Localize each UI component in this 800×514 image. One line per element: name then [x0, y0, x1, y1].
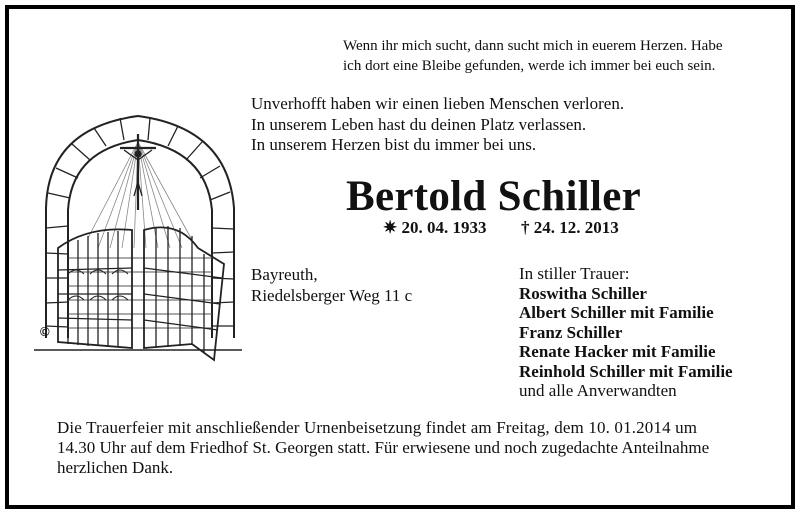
poem: [251, 94, 624, 156]
notice-line: 14.30 Uhr auf dem Friedhof St. Georgen statt. Für erwiesene und noch zugedachte Anteilnahme: [57, 438, 710, 457]
poem-line: Unverhofft haben wir einen lieben Menschen verloren.: [251, 94, 625, 113]
poem-line: In unserem Leben hast du deinen Platz verlassen.: [251, 114, 587, 134]
mourner-name: Roswitha Schiller: [519, 283, 647, 303]
mourner-name: Reinhold Schiller mit Familie: [519, 361, 733, 381]
funeral-notice: [57, 418, 757, 478]
mourner-name: Renate Hacker mit Familie: [519, 342, 716, 361]
birth-star-icon: ✷: [383, 218, 398, 237]
copyright-symbol: ©: [40, 324, 50, 339]
cemetery-gate-icon: [28, 98, 248, 366]
notice-line: Die Trauerfeier mit anschließender Urnenbeisetzung findet am Freitag, dem 10. 01.2014 um: [57, 418, 698, 437]
motto-line: Wenn ihr mich sucht, dann sucht mich in euerem Herzen. Habe: [343, 38, 723, 54]
address: [251, 264, 412, 306]
mourners-closing: und alle Anverwandten: [519, 381, 677, 400]
motto-line: ich dort eine Bleibe gefunden, werde ich immer bei euch sein.: [343, 58, 716, 74]
birth-date: 20. 04. 1933: [401, 218, 487, 237]
death-date: 24. 12. 2013: [533, 218, 619, 237]
mourner-name: Franz Schiller: [519, 322, 623, 342]
mourners-heading: In stiller Trauer:: [519, 264, 630, 283]
address-street: Riedelsberger Weg 11 c: [251, 286, 413, 305]
cross-icon: †: [521, 218, 530, 237]
address-city: Bayreuth,: [251, 265, 318, 284]
mourner-name: Albert Schiller mit Familie: [519, 303, 714, 322]
notice-line: herzlichen Dank.: [57, 458, 174, 477]
life-dates: [383, 218, 619, 238]
deceased-name: Bertold Schiller: [346, 173, 642, 220]
motto-quote: [343, 36, 723, 76]
mourners-list: [519, 264, 733, 401]
poem-line: In unserem Herzen bist du immer bei uns.: [251, 135, 537, 154]
